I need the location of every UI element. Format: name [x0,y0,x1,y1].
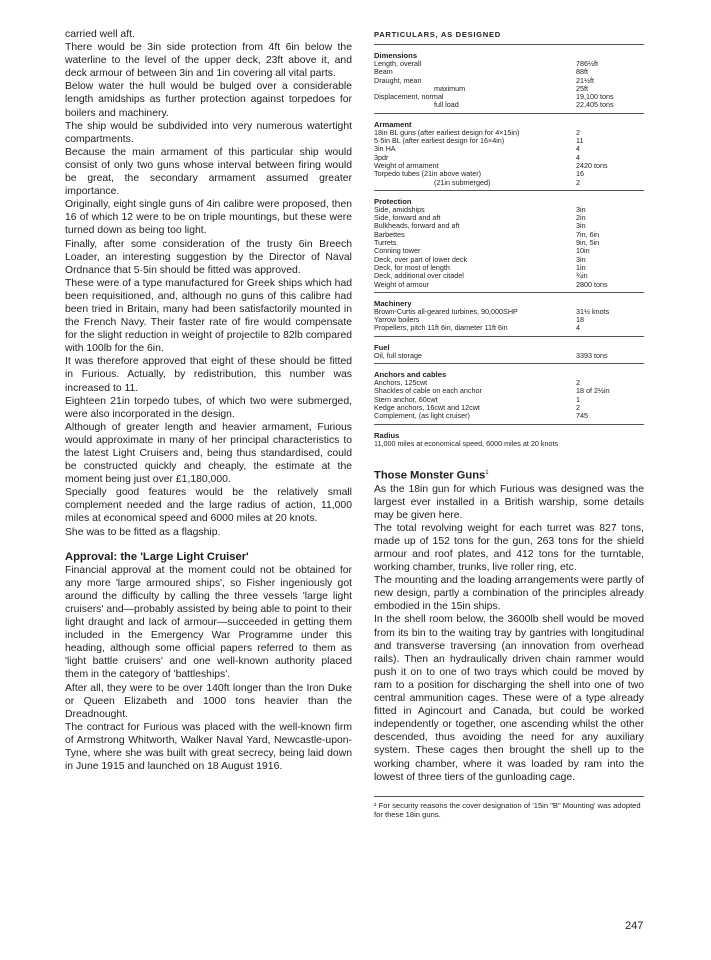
particulars-row [374,222,644,230]
approval-paragraphs [65,564,352,774]
section-title: Protection [374,196,412,206]
row-label: Torpedo tubes (21in above water) [374,169,482,179]
particulars-row [374,412,644,420]
row-label: Barbettes [374,229,405,239]
particulars-section [374,337,644,364]
particulars-row [374,101,644,109]
row-value: 2 [576,402,580,412]
paragraph: The ship would be subdivided into very numerous watertight compartments. [65,120,352,145]
monster-guns-heading [374,467,644,483]
section-title: Machinery [374,298,412,308]
particulars-section [374,191,644,293]
particulars-section [374,114,644,191]
paragraph: Because the main armament of this particular ship would consist of only two guns whose interval between firing would be great, the secondary armament assumed greater importance. [65,146,352,198]
paragraph: She was to be fitted as a flagship. [65,526,221,538]
footnote-marker: 1 [485,469,489,476]
row-label: Bulkheads, forward and aft [374,221,460,231]
particulars-section [374,293,644,337]
row-label: Weight of armour [374,279,429,289]
row-value: 3in [576,221,586,231]
row-value: 3393 tons [576,350,608,360]
particulars-row [374,179,644,187]
particulars-row [374,281,644,289]
section-title: Anchors and cables [374,370,447,380]
paragraph: Finally, after some consideration of the trusty 6in Breech Loader, an interesting suggestion by the Director of Naval Ordnance that 5·5in should be fitted was approved. [65,238,352,276]
particulars-row [374,440,644,448]
particulars-row [374,145,644,153]
row-value: 10in [576,246,590,256]
particulars-section [374,364,644,424]
row-value: 88ft [576,67,588,77]
row-label: Beam [374,67,393,77]
row-value: 745 [576,411,588,421]
row-label: Turrets [374,238,397,248]
paragraph: These were of a type manufactured for Greek ships which had been requisitioned, and, although no guns of this calibre had been tried in Britain, many had been satisfactorily mounted in the French Navy. Their faster rate of fire would compensate for the slight reduction in weight of projectile to 82lb compared with 100lb for the 6in. [65,277,352,355]
row-label: 11,000 miles at economical speed, 6000 miles at 20 knots [374,438,559,448]
particulars-row [374,77,644,85]
row-value: 2 [576,127,580,137]
particulars-row [374,352,644,360]
paragraph: The contract for Furious was placed with the well-known firm of Armstrong Whitworth, Walker Naval Yard, Newcastle-upon-Tyne, where she was built with great secrecy, being laid down in June 1915 and launched on 18 August 1916. [65,721,352,773]
row-value: 3in [576,204,586,214]
footnote: ¹ For security reasons the cover designation of '15in "B" Mounting' was adopted for these 18in guns. [374,796,644,820]
row-label: Displacement, normal [374,92,444,102]
paragraph: There would be 3in side protection from 4ft 6in below the waterline to the level of the upper deck, 23ft above it, and deck armour of between 3in and 1in covering all vital parts. [65,42,352,80]
row-value: 4 [576,323,580,333]
paragraph: As the 18in gun for which Furious was designed was the largest ever installed in a British warship, some details may be given here. [374,483,644,521]
row-value: 25ft [576,83,588,93]
section-title: Armament [374,119,412,129]
paragraph: Eighteen 21in torpedo tubes, of which two were submerged, were also incorporated in the design. [65,395,352,420]
right-column [374,30,644,820]
row-label: Propellers, pitch 11ft 6in, diameter 11ft 6in [374,323,508,333]
row-label: Oil, full storage [374,350,422,360]
row-value: 18 [576,315,584,325]
row-value: 9in, 5in [576,238,600,248]
particulars-section [374,45,644,114]
row-label: Deck, for most of length [374,262,450,272]
row-label: Length, overall [374,59,422,68]
row-value: 1 [576,394,580,404]
row-label: 3in HA [374,144,396,154]
row-value: 19,100 tons [576,92,614,102]
row-value: 2800 tons [576,279,608,289]
paragraph: Although of greater length and heavier armament, Furious would approximate in many of her principal characteristics to the latest Light Cruisers and, being thus standardised, could be constructed quickly and cheaply, the estimate at the moment being just over £1,180,000. [65,421,352,486]
row-value: 31½ knots [576,306,610,316]
row-label: Yarrow boilers [374,315,420,325]
row-label: maximum [434,83,466,93]
row-label: Side, amidships [374,204,425,214]
left-paragraphs [65,28,352,539]
row-label: 5·5in BL (after earliest design for 16×4in) [374,136,505,146]
row-label: Weight of armament [374,160,439,170]
row-value: 2420 tons [576,160,608,170]
particulars-row [374,324,644,332]
row-value: ¾in [576,271,588,281]
page-number: 247 [625,920,644,932]
monster-guns-heading-text: Those Monster Guns [374,469,486,482]
row-value: 4 [576,144,580,154]
approval-heading: Approval: the 'Large Light Cruiser' [65,550,249,563]
section-title: Dimensions [374,51,418,60]
section-title: Radius [374,430,400,440]
paragraph: After all, they were to be over 140ft longer than the Iron Duke or Queen Elizabeth and 1000 tons heavier than the Dreadnought. [65,682,352,720]
row-label: Complement, (as light cruiser) [374,411,470,421]
paragraph: carried well aft. [65,29,135,40]
row-value: 16 [576,169,584,179]
section-title: Fuel [374,342,390,352]
row-value: 786½ft [576,59,598,68]
particulars-row [374,170,644,178]
paragraph: In the shell room below, the 3600lb shell would be moved from its bin to the waiting tray by gantries with longitudinal and transverse traversing (an innovation from overhead rails). Then an hydraulically driven chain rammer would push it on to one of two trays which could be moved by ram to a position for discharging the shell into one of two central ammunition cages. These were of a type already fitted in Agincourt and Canada, but could be worked independently or together, one ascending whilst the other descended, thus avoiding the need for any auxiliary system. These cages then brought the shell up to the working chamber, where it was loaded by ram into the lowest of three tiers of the gunloading cage. [374,614,644,783]
row-value: 7in, 6in [576,229,600,239]
row-label: Side, forward and aft [374,213,441,223]
row-value: 2 [576,378,580,388]
particulars-row [374,60,644,68]
row-label: 18in BL guns (after earliest design for 4×15in) [374,127,520,137]
row-value: 18 of 2½in [576,386,610,396]
row-label: Brown-Curtis all-geared turbines, 90,000SHP [374,306,518,316]
row-value: 3in [576,254,586,264]
row-label: Anchors, 125cwt [374,378,428,388]
particulars-section [374,425,644,451]
row-label: (21in submerged) [434,177,491,187]
row-label: Conning tower [374,246,421,256]
row-value: 22,405 tons [576,100,614,110]
paragraph: Originally, eight single guns of 4in calibre were proposed, then 16 of which 12 were to be on triple mountings, but these were turned down as being too light. [65,199,352,237]
paragraph: The mounting and the loading arrangements were partly of new design, partly a combination of the principles already embodied in the 15in ships. [374,575,644,613]
paragraph: Below water the hull would be bulged over a considerable length amidships as further protection against torpedoes for boilers and machinery. [65,81,352,119]
row-value: 1in [576,262,586,272]
row-label: Stern anchor, 60cwt [374,394,438,404]
row-label: Shackles of cable on each anchor [374,386,482,396]
row-value: 4 [576,152,580,162]
row-label: 3pdr [374,152,389,162]
row-value: 2 [576,177,580,187]
particulars-row [374,231,644,239]
row-label: Kedge anchors, 16cwt and 12cwt [374,402,480,412]
paragraph: Financial approval at the moment could not be obtained for any more 'large armoured ships', so Fisher ingeniously got around the difficulty by calling the three vessels 'large light cruisers' and—probably assisted by being able to point to their light draught and lack of armour—succeeded in getting them included in the Emergency War Programme under this heading, although some official papers referred to them as 'light battle cruisers' and one well-known authority placed them in the category of 'battleships'. [65,564,352,681]
particulars-title: PARTICULARS, AS DESIGNED [374,30,644,45]
row-value: 2in [576,213,586,223]
paragraph: The total revolving weight for each turret was 827 tons, made up of 152 tons for the gun, 263 tons for the shield armour and roof plates, and 412 tons for the turntable, working chamber, trunks, live roller ring, etc. [374,522,644,574]
row-label: Deck, over part of lower deck [374,254,468,264]
monster-guns-body [374,483,644,784]
paragraph: It was therefore approved that eight of these should be fitted in Furious. Actually, by redistribution, this number was increased to 11. [65,356,352,394]
row-value: 11 [576,136,584,146]
row-label: full load [434,100,459,110]
row-label: Draught, mean [374,75,422,85]
row-label: Deck, additional over citadel [374,271,464,281]
row-value: 21½ft [576,75,594,85]
left-column [65,28,352,773]
particulars-row [374,137,644,145]
particulars-table [374,45,644,451]
paragraph: Specially good features would be the relatively small complement needed and the large radius of action, 11,000 miles at economical speed and 6000 miles at 20 knots. [65,487,352,525]
